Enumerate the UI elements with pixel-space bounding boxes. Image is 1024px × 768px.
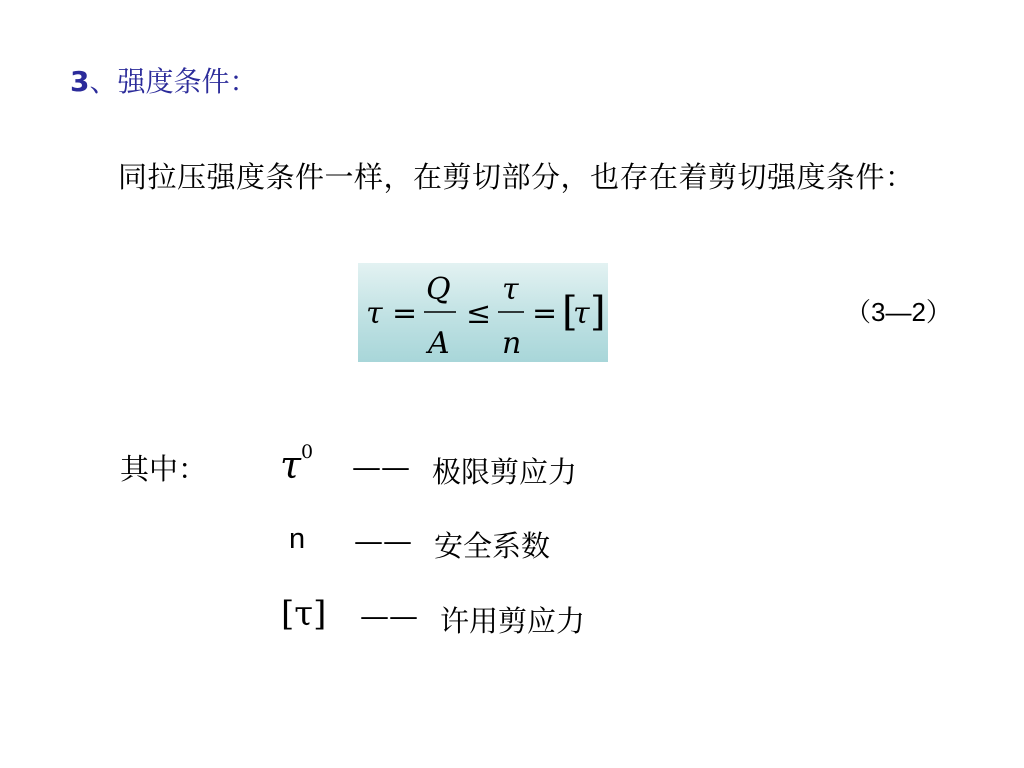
formula-bracket-sym: τ (573, 296, 590, 331)
formula-box (358, 263, 608, 362)
where-label: 其中： (120, 452, 208, 486)
symbol-n: n (289, 523, 306, 555)
formula-frac1-num: Q (426, 272, 451, 307)
formula-eq2: = (532, 296, 558, 331)
formula-number: （3—2） (845, 297, 952, 327)
symbol-superscript: 0 (301, 441, 314, 464)
formula-frac2-num: τ (502, 272, 519, 307)
section-title: 、强度条件： (89, 65, 258, 98)
definition-allowable-shear-stress: 许用剪应力 (440, 604, 586, 638)
definition-safety-factor: 安全系数 (434, 529, 551, 563)
formula-bracket-open: [ (562, 289, 578, 335)
formula-leq: ≤ (466, 296, 492, 331)
formula-frac1-den: A (428, 326, 450, 361)
intro-paragraph: 同拉压强度条件一样，在剪切部分，也存在着剪切强度条件： (118, 160, 915, 194)
definition-dash: —— (352, 450, 410, 484)
symbol-tau: τ (280, 443, 302, 487)
definition-dash: —— (354, 524, 412, 558)
section-number: 3 (70, 65, 90, 98)
shear-strength-formula (358, 263, 608, 362)
symbol-tau0 (280, 443, 313, 487)
definition-ultimate-shear-stress: 极限剪应力 (432, 455, 578, 489)
formula-bracket-close: ] (590, 289, 606, 335)
symbol-allowable-tau: [τ] (281, 594, 327, 634)
formula-lhs: τ (366, 296, 383, 331)
definition-dash: —— (360, 599, 418, 633)
section-heading (70, 60, 258, 100)
formula-frac2-den: n (502, 326, 522, 361)
formula-eq1: = (392, 296, 418, 331)
